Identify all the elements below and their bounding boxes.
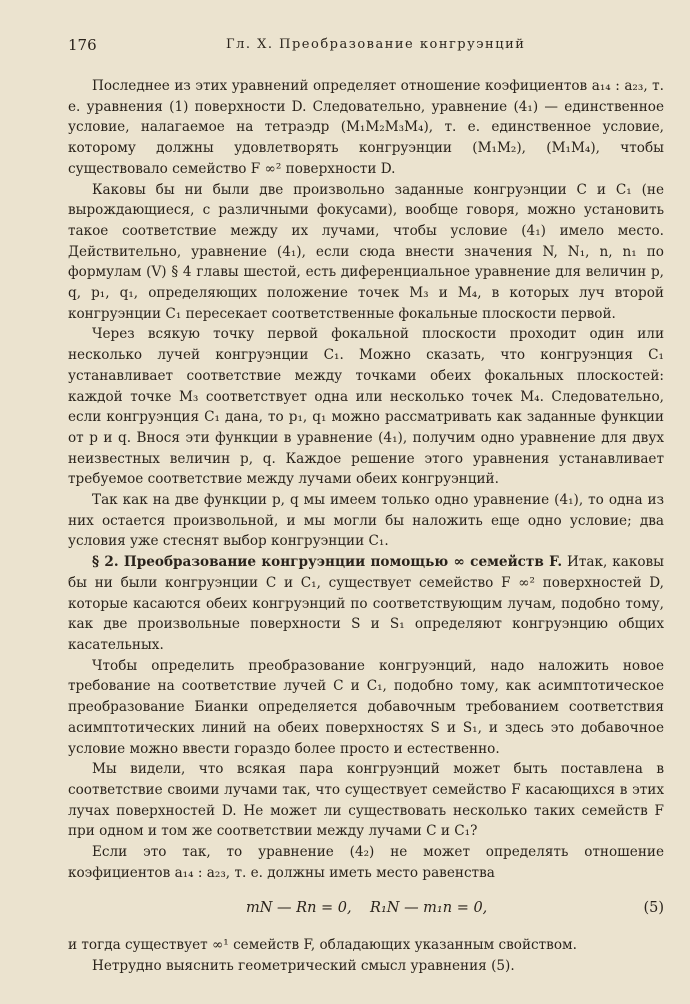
section-title: § 2. Преобразование конгруэнции помощью ∞ семейств F. xyxy=(92,554,563,571)
equation-body: mN — Rn = 0, R₁N — m₁n = 0, xyxy=(246,900,488,917)
paragraph-2: Каковы бы ни были две произвольно заданные конгруэнции C и C₁ (не вырождающиеся, с различными фокусами), вообще говоря, можно установить такое соответствие между их лучами, чтобы условие (4₁) имело место. Действительно, уравнение (4₁), если сюда внести значения N, N₁, n, n₁ по формулам (V) § 4 главы шестой, есть диференциальное уравнение для величин p, q, p₁, q₁, определяющих положение точек M₃ и M₄, в которых луч второй конгруэнции C₁ пересекает соответственные фокальные плоскости первой. xyxy=(68,181,664,322)
paragraph-6: Мы видели, что всякая пара конгруэнций может быть поставлена в соответствие своими лучами так, что существует семейство F касающихся в этих лучах поверхностей D. Не может ли существовать несколько таких семейств F при одном и том же соответствии между лучами C и C₁? xyxy=(68,761,664,840)
paragraph-1: Последнее из этих уравнений определяет отношение коэфициентов a₁₄ : a₂₃, т. е. уравнения (1) поверхности D. Следовательно, уравнение (4₁) — единственное условие, налагаемое на тетраэдр (M₁M₂M₃M₄), т. е. единственное условие, которому должны удовлетворять конгруэнции (M₁M₂), (M₁M₄), чтобы существовало семейство F ∞² поверхности D. xyxy=(68,78,664,177)
paragraph-7: Если это так, то уравнение (4₂) не может определять отношение коэфициентов a₁₄ : a₂₃, т. е. должны иметь место равенства xyxy=(68,844,664,881)
section-paragraph xyxy=(68,552,664,656)
paragraph-8: и тогда существует ∞¹ семейств F, обладающих указанным свойством. xyxy=(68,937,577,954)
equation-5 xyxy=(68,889,664,931)
page-number: 176 xyxy=(68,36,97,54)
paragraph-4: Так как на две функции p, q мы имеем только одно уравнение (4₁), то одна из них остается произвольной, и мы могли бы наложить еще одно условие; два условия уже стеснят выбор конгруэнции C₁. xyxy=(68,492,664,550)
paragraph-3: Через всякую точку первой фокальной плоскости проходит один или несколько лучей конгруэнции C₁. Можно сказать, что конгруэнция C₁ устанавливает соответствие между точками обеих фокальных плоскостей: каждой точке M₃ соответствует одна или несколько точек M₄. Следовательно, если конгруэнция C₁ дана, то p₁, q₁ можно рассматривать как заданные функции от p и q. Внося эти функции в уравнение (4₁), получим одно уравнение для двух неизвестных величин p, q. Каждое решение этого уравнения устанавливает требуемое соответствие между лучами обеих конгруэнций. xyxy=(68,326,664,488)
paragraph-9: Нетрудно выяснить геометрический смысл уравнения (5). xyxy=(92,958,515,975)
paragraph-5: Чтобы определить преобразование конгруэнций, надо наложить новое требование на соответствие лучей C и C₁, подобно тому, как асимптотическое преобразование Бианки определяется добавочным требованием соответствия асимптотических линий на обеих поверхностях S и S₁, и здесь это добавочное условие можно ввести гораздо более просто и естественно. xyxy=(68,657,664,757)
equation-number: (5) xyxy=(643,900,664,917)
section-text: Итак, каковы бы ни были конгруэнции C и C₁, существует семейство F ∞² поверхностей D, которые касаются обеих конгруэнций по соответствующим лучам, подобно тому, как две произвольные поверхности S и S₁ определяют конгруэнцию общих касательных. xyxy=(68,554,664,653)
page-body xyxy=(68,76,664,977)
page-header xyxy=(68,36,632,56)
running-title: Гл. X. Преобразование конгруэнций xyxy=(226,37,526,52)
